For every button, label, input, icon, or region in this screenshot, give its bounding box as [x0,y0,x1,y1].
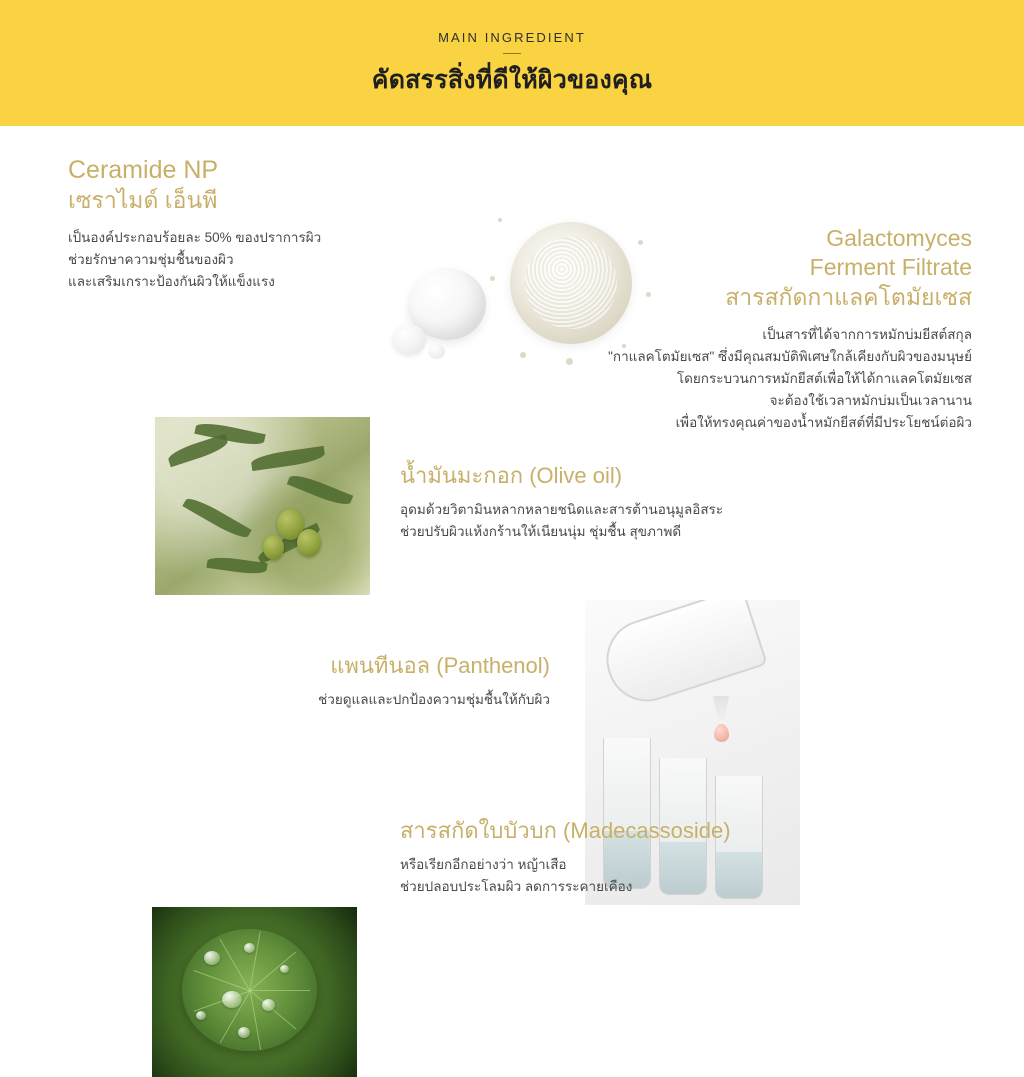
description-line: ช่วยปลอบประโลมผิว ลดการระคายเคือง [400,879,633,895]
olive-branch-photo [155,417,370,595]
ingredient-block-galactomyces [542,224,972,434]
description-line: เป็นสารที่ได้จากการหมักบ่มยีสต์สกุล [762,327,972,343]
water-droplet [238,1027,250,1038]
ingredient-description [542,324,972,433]
centella-leaf-photo [152,907,357,1077]
pipette-tip [713,696,729,726]
header-divider [503,53,521,54]
ingredient-block-ceramide-np [68,154,408,293]
ingredient-title-en: Ceramide NP [68,156,219,184]
description-line: ช่วยรักษาความชุ่มชื้นของผิว [68,252,234,268]
ingredient-title-en-line2: Ferment Filtrate [809,254,972,281]
gel-droplet-medium [392,324,426,355]
ingredient-description [400,499,830,543]
ingredients-canvas [0,132,1024,1024]
ingredient-title: แพนทีนอล (Panthenol) [330,653,550,678]
header-kicker: MAIN INGREDIENT [438,30,586,45]
ingredient-description [400,854,870,898]
description-line: โดยกระบวนการหมักยีสต์เพื่อให้ได้กาแลคโตมัยเซส [676,371,972,387]
water-droplet [262,999,275,1011]
ingredient-block-madecassoside [400,817,870,898]
ingredient-title-th: สารสกัดกาแลคโตมัยเซส [725,283,972,310]
description-line: จะต้องใช้เวลาหมักบ่มเป็นเวลานาน [769,392,972,408]
ingredient-title-en-line1: Galactomyces [826,225,972,251]
description-line: ช่วยปรับผิวแห้งกร้านให้เนียนนุ่ม ชุ่มชื้น สุขภาพดี [400,524,682,540]
olive-leaf [250,446,325,471]
olive-leaf [182,494,251,542]
header-content [0,30,1024,100]
description-line: เป็นองค์ประกอบร้อยละ 50% ของปราการผิว [68,230,322,246]
water-droplet [196,1011,206,1020]
powder-speck [490,276,495,281]
ingredient-description [70,689,550,711]
olive-fruit [263,535,284,560]
ingredient-title: สารสกัดใบบัวบก (Madecassoside) [400,818,731,843]
leaf-vein [250,990,310,991]
ingredient-description [68,227,408,293]
powder-speck [520,352,526,358]
description-line: และเสริมเกราะป้องกันผิวให้แข็งแรง [68,274,275,290]
water-droplet [280,965,289,973]
page-header [0,0,1024,132]
liquid-drop [714,724,729,742]
water-droplet [222,991,242,1008]
water-droplet [244,943,255,953]
description-line: หรือเรียกอีกอย่างว่า หญ้าเสือ [400,857,567,873]
gel-droplet-small [428,344,445,359]
olive-leaf [287,471,353,509]
description-line: ช่วยดูแลและปกป้องความชุ่มชื้นให้กับผิว [318,692,550,708]
description-line: อุดมด้วยวิตามินหลากหลายชนิดและสารต้านอนุมูลอิสระ [400,502,724,518]
description-line: "กาแลคโตมัยเซส" ซึ่งมีคุณสมบัติพิเศษใกล้เคียงกับผิวของมนุษย์ [608,349,972,365]
ingredient-block-panthenol [70,652,550,711]
pipette-icon [596,600,768,712]
page-title: คัดสรรสิ่งที่ดีให้ผิวของคุณ [371,66,653,94]
olive-fruit [297,529,321,557]
ingredient-title-th: เซราไมด์ เอ็นพี [68,187,218,213]
description-line: เพื่อให้ทรงคุณค่าของน้ำหมักยีสต์ที่มีประโยชน์ต่อผิว [675,414,972,430]
water-droplet [204,951,220,965]
ingredient-block-olive-oil [400,462,830,543]
leaf-vein [193,970,250,992]
ingredient-title: น้ำมันมะกอก (Olive oil) [400,463,623,488]
powder-speck [498,218,502,222]
